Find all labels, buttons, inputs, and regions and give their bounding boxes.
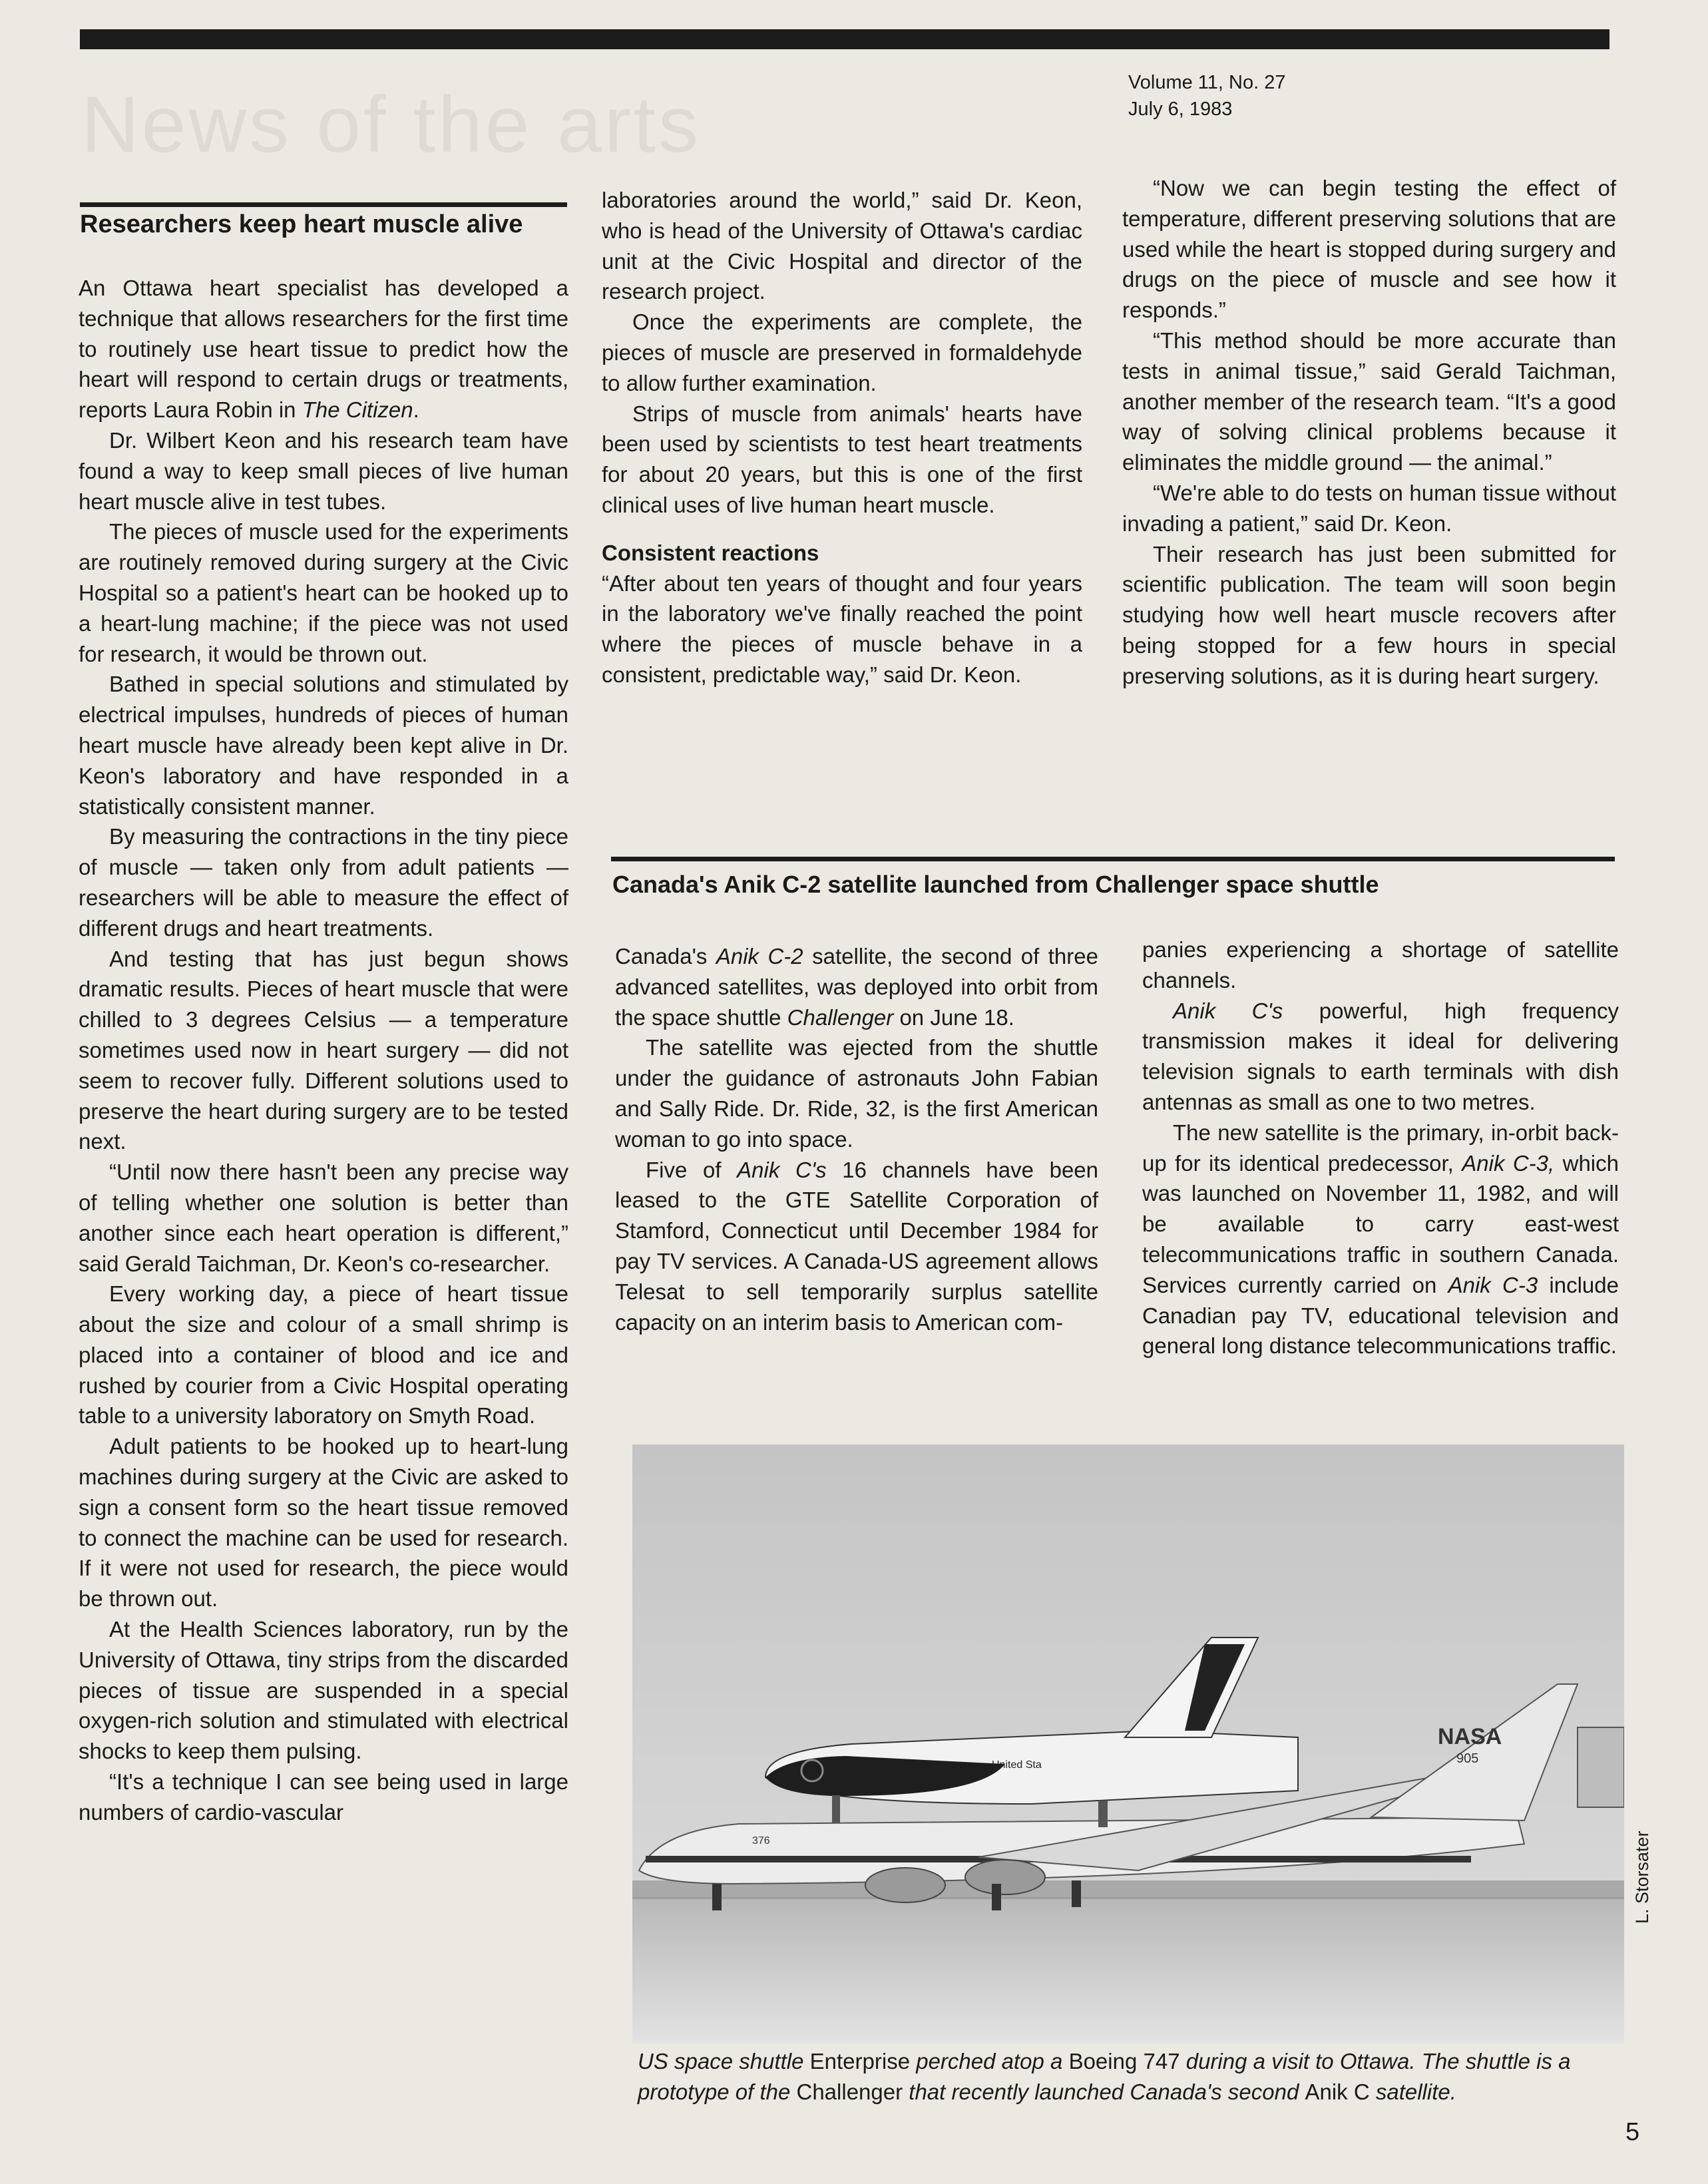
page-number: 5 [1625, 2118, 1640, 2146]
paragraph: Strips of muscle from animals' hearts have been used by scientists to test heart treatments for about 20 years, but this is one of the first clinical uses of live human heart muscle. [602, 401, 1082, 517]
shuttle-lettering: United Sta [992, 1759, 1042, 1771]
photo-caption: US space shuttle Enterprise perched atop a Boeing 747 during a visit to Ottawa. The shuttle is a prototype of the Challenger that recently launched Canada's second Anik C satellite. [638, 2049, 1571, 2104]
paragraph: The pieces of muscle used for the experiments are routinely removed during surgery at the Civic Hospital so a patient's heart can be hooked up to a heart-lung machine; if the piece was not used for research, it would be thrown out. [79, 519, 568, 666]
paragraph: By measuring the contractions in the tiny piece of muscle — taken only from adult patients — researchers will be able to measure the effect of different drugs and heart treatments. [79, 824, 568, 941]
paragraph: Every working day, a piece of heart tissue about the size and colour of a small shrimp is placed into a container of blood and ice and rushed by courier from a Civic Hospital operating table to a university laboratory on Smyth Road. [79, 1281, 568, 1428]
paragraph: “Now we can begin testing the effect of temperature, different preserving solutions that are used while the heart is stopped during surgery and drugs on the piece of muscle and see how it responds.” [1122, 176, 1616, 323]
paragraph: Dr. Wilbert Keon and his research team have found a way to keep small pieces of live human heart muscle alive in test tubes. [79, 427, 568, 514]
paragraph: “It's a technique I can see being used in large numbers of cardio-vascular [79, 1769, 568, 1825]
paragraph: “Until now there hasn't been any precise way of telling whether one solution is better than another since each heart operation is different,” said Gerald Taichman, Dr. Keon's co-researcher. [79, 1160, 568, 1276]
tail-number: 905 [1456, 1751, 1479, 1766]
volume-label: Volume 11, No. 27 [1128, 72, 1286, 93]
article2-column-1 [615, 941, 1098, 1337]
paragraph: Once the experiments are complete, the pieces of muscle are preserved in formaldehyde to allow further examination. [602, 310, 1082, 395]
top-rule [80, 29, 1609, 49]
fuselage-number: 376 [752, 1835, 770, 1847]
paragraph: panies experiencing a shortage of satellite channels. [1142, 937, 1619, 992]
paragraph: Anik C's powerful, high frequency transmission makes it ideal for delivering television signals to earth terminals with dish antennas as small as one to two metres. [1142, 998, 1619, 1114]
paragraph: “We're able to do tests on human tissue without invading a patient,” said Dr. Keon. [1122, 480, 1616, 536]
nasa-logo-text: NASA [1438, 1724, 1502, 1749]
article1-column-1 [79, 273, 568, 1828]
paragraph: laboratories around the world,” said Dr. Keon, who is head of the University of Ottawa's cardiac unit at the Civic Hospital and director of the research project. [602, 188, 1082, 304]
paragraph: The new satellite is the primary, in-orbit back-up for its identical predecessor, Anik C-3, which was launched on November 11, 1982, and will be available to carry east-west telecommunications traffic in southern Canada. Services currently carried on Anik C-3 include Canadian pay TV, educational television and general long distance telecommunications traffic. [1142, 1120, 1619, 1359]
issue-info [1128, 69, 1285, 122]
paragraph: Bathed in special solutions and stimulated by electrical impulses, hundreds of pieces of human heart muscle have already been kept alive in Dr. Keon's laboratory and have responded in a statistically consistent manner. [79, 672, 568, 819]
masthead-ghost: News of the arts [81, 80, 702, 169]
paragraph: Adult patients to be hooked up to heart-lung machines during surgery at the Civic are asked to sign a consent form so the heart tissue removed to connect the machine can be used for research. If it were not used for research, the piece would be thrown out. [79, 1434, 568, 1612]
paragraph: Their research has just been submitted for scientific publication. The team will soon begin studying how well heart muscle recovers after being stopped for a few hours in special preserving solutions, as it is during heart surgery. [1122, 541, 1616, 688]
article2-headline: Canada's Anik C-2 satellite launched from Challenger space shuttle [612, 871, 1379, 898]
paragraph: The satellite was ejected from the shuttle under the guidance of astronauts John Fabian and Sally Ride. Dr. Ride, 32, is the first American woman to go into space. [615, 1035, 1098, 1152]
paragraph: Five of Anik C's 16 channels have been leased to the GTE Satellite Corporation of Stamford, Connecticut until December 1984 for pay TV services. A Canada-US agreement allows Telesat to sell temporarily surplus satellite capacity on an interim basis to American com- [615, 1157, 1098, 1335]
paragraph: An Ottawa heart specialist has developed a technique that allows researchers for the first time to routinely use heart tissue to predict how the heart will respond to certain drugs or treatments, reports Laura Robin in The Citizen. [79, 276, 568, 423]
article1-column-2 [602, 185, 1082, 690]
paragraph: “This method should be more accurate than tests in animal tissue,” said Gerald Taichman, another member of the research team. “It's a good way of solving clinical problems because it eliminates the middle ground — the animal.” [1122, 328, 1616, 475]
shuttle-photo [632, 1444, 1624, 2044]
issue-date: July 6, 1983 [1128, 99, 1233, 120]
paragraph: And testing that has just begun shows dramatic results. Pieces of heart muscle that were chilled to 3 degrees Celsius — a temperature sometimes used now in heart surgery — did not seem to recover fully. Different solutions used to preserve the heart during surgery are to be tested next. [79, 946, 568, 1154]
photo-credit: L. Storsater [1632, 1831, 1652, 1924]
article1-headline: Researchers keep heart muscle alive [80, 210, 523, 238]
paragraph: At the Health Sciences laboratory, run by the University of Ottawa, tiny strips from the discarded pieces of tissue are suspended in a special oxygen-rich solution and stimulated with electrical shocks to keep them pulsing. [79, 1617, 568, 1764]
paragraph: Canada's Anik C-2 satellite, the second of three advanced satellites, was deployed into orbit from the space shuttle Challenger on June 18. [615, 944, 1098, 1030]
article1-rule [80, 202, 567, 207]
subheading: Consistent reactions [602, 540, 819, 565]
article1-column-3 [1122, 173, 1616, 692]
paragraph: “After about ten years of thought and four years in the laboratory we've finally reached the point where the pieces of muscle behave in a consistent, predictable way,” said Dr. Keon. [602, 570, 1082, 687]
article2-rule [611, 857, 1615, 861]
article2-column-2 [1142, 935, 1619, 1361]
shuttle-on-747-illustration [632, 1444, 1624, 2044]
